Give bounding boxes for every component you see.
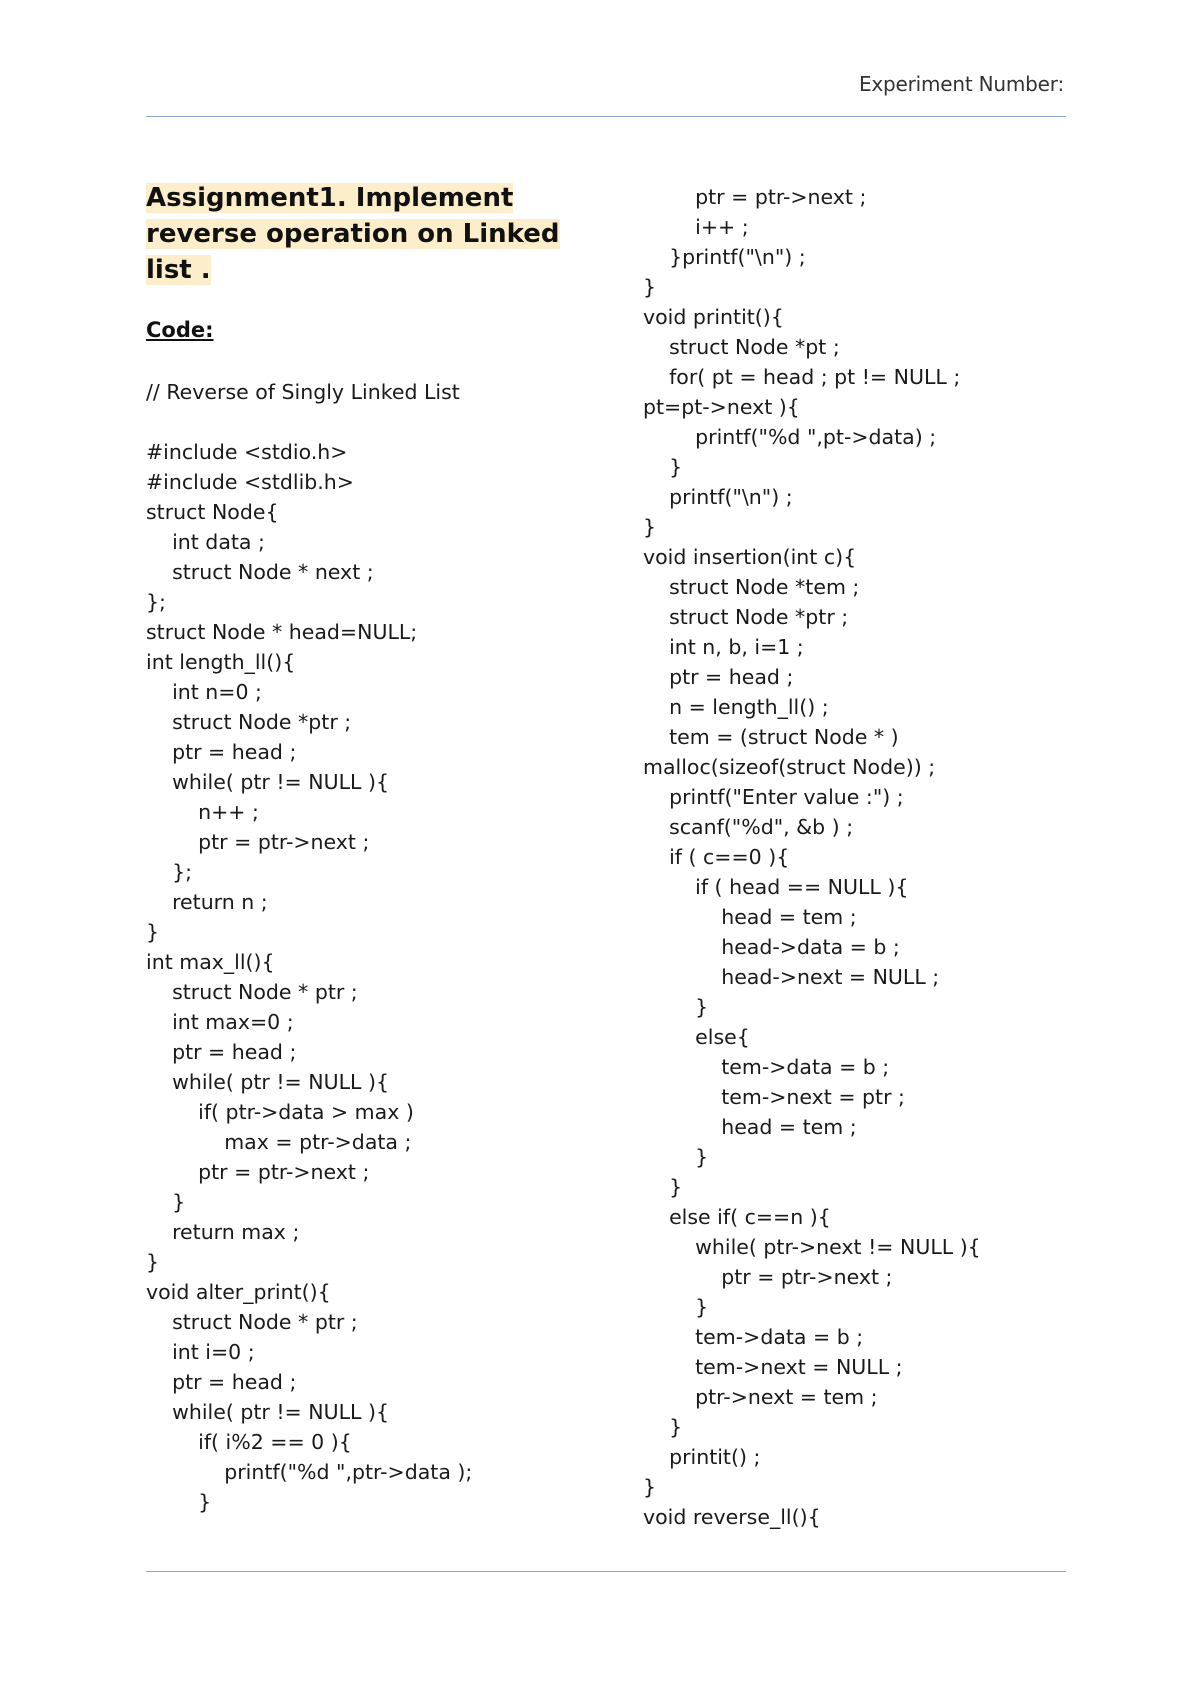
code-line: while( ptr != NULL ){ — [146, 1400, 389, 1424]
code-line: head->next = NULL ; — [643, 965, 940, 989]
code-line: int n=0 ; — [146, 680, 262, 704]
code-line: void reverse_ll(){ — [643, 1505, 821, 1529]
code-line: if ( c==0 ){ — [643, 845, 790, 869]
code-heading: Code: — [146, 318, 214, 342]
code-line: void printit(){ — [643, 305, 784, 329]
code-column-right — [643, 182, 981, 1532]
code-line: return n ; — [146, 890, 268, 914]
code-line: if ( head == NULL ){ — [643, 875, 909, 899]
assignment-title-text: Assignment1. Implement reverse operation on Linked list . — [146, 183, 560, 285]
code-line: } — [643, 275, 657, 299]
code-line: } — [643, 1145, 709, 1169]
assignment-title — [146, 180, 586, 288]
code-line: ptr->next = tem ; — [643, 1385, 878, 1409]
code-line: #include <stdlib.h> — [146, 470, 354, 494]
code-line: tem->next = ptr ; — [643, 1085, 905, 1109]
code-line: struct Node * next ; — [146, 560, 374, 584]
code-line: else if( c==n ){ — [643, 1205, 831, 1229]
code-line: struct Node *ptr ; — [643, 605, 849, 629]
code-line: ptr = ptr->next ; — [643, 1265, 893, 1289]
code-line: printit() ; — [643, 1445, 761, 1469]
code-line: struct Node * ptr ; — [146, 1310, 358, 1334]
code-line: struct Node *tem ; — [643, 575, 860, 599]
code-line: int max_ll(){ — [146, 950, 275, 974]
code-line: } — [643, 1295, 709, 1319]
code-line: ptr = head ; — [643, 665, 794, 689]
code-line: int i=0 ; — [146, 1340, 255, 1364]
code-line: ptr = head ; — [146, 1040, 297, 1064]
code-line: head = tem ; — [643, 1115, 857, 1139]
code-line: }; — [146, 860, 193, 884]
code-line: void insertion(int c){ — [643, 545, 857, 569]
code-line: } — [643, 1415, 683, 1439]
code-line: #include <stdio.h> — [146, 440, 348, 464]
code-line: head->data = b ; — [643, 935, 900, 959]
code-line: } — [643, 455, 683, 479]
code-line: struct Node *ptr ; — [146, 710, 352, 734]
code-line: struct Node * ptr ; — [146, 980, 358, 1004]
code-line: n++ ; — [146, 800, 259, 824]
code-line: else{ — [643, 1025, 750, 1049]
code-line: tem->data = b ; — [643, 1055, 890, 1079]
code-line: pt=pt->next ){ — [643, 395, 800, 419]
code-line: int max=0 ; — [146, 1010, 294, 1034]
code-line: struct Node *pt ; — [643, 335, 840, 359]
experiment-number-label: Experiment Number: — [858, 72, 1064, 96]
code-line: } — [643, 1475, 657, 1499]
code-line: } — [643, 995, 709, 1019]
code-line: printf("Enter value :") ; — [643, 785, 904, 809]
code-line: if( i%2 == 0 ){ — [146, 1430, 352, 1454]
code-line: max = ptr->data ; — [146, 1130, 412, 1154]
code-line: while( ptr != NULL ){ — [146, 770, 389, 794]
code-line: } — [643, 1175, 683, 1199]
code-line: ptr = ptr->next ; — [643, 185, 867, 209]
code-line: tem = (struct Node * ) — [643, 725, 899, 749]
code-line: ptr = ptr->next ; — [146, 1160, 370, 1184]
code-line: // Reverse of Singly Linked List — [146, 380, 460, 404]
code-line: int data ; — [146, 530, 265, 554]
code-line: printf("%d ",ptr->data ); — [146, 1460, 473, 1484]
code-line: int n, b, i=1 ; — [643, 635, 804, 659]
code-line: } — [146, 920, 160, 944]
code-line: malloc(sizeof(struct Node)) ; — [643, 755, 936, 779]
code-line: printf("\n") ; — [643, 485, 793, 509]
code-line: i++ ; — [643, 215, 749, 239]
code-line: } — [146, 1190, 186, 1214]
code-line: } — [146, 1250, 160, 1274]
header-divider — [146, 116, 1066, 117]
code-line: }printf("\n") ; — [643, 245, 806, 269]
code-line: struct Node * head=NULL; — [146, 620, 418, 644]
code-line: } — [146, 1490, 212, 1514]
code-line: ptr = head ; — [146, 740, 297, 764]
code-line: struct Node{ — [146, 500, 279, 524]
code-line — [146, 407, 472, 437]
code-line: int length_ll(){ — [146, 650, 296, 674]
code-line: scanf("%d", &b ) ; — [643, 815, 854, 839]
code-line: tem->next = NULL ; — [643, 1355, 903, 1379]
code-line: n = length_ll() ; — [643, 695, 829, 719]
code-line: for( pt = head ; pt != NULL ; — [643, 365, 961, 389]
code-line: tem->data = b ; — [643, 1325, 864, 1349]
code-line: if( ptr->data > max ) — [146, 1100, 414, 1124]
code-line: while( ptr != NULL ){ — [146, 1070, 389, 1094]
code-line: }; — [146, 590, 166, 614]
code-line: head = tem ; — [643, 905, 857, 929]
footer-divider — [146, 1571, 1066, 1572]
code-column-left — [146, 377, 472, 1517]
code-line: return max ; — [146, 1220, 300, 1244]
code-line: while( ptr->next != NULL ){ — [643, 1235, 981, 1259]
code-line: ptr = head ; — [146, 1370, 297, 1394]
code-line: printf("%d ",pt->data) ; — [643, 425, 937, 449]
code-line: } — [643, 515, 657, 539]
code-line: ptr = ptr->next ; — [146, 830, 370, 854]
code-line: void alter_print(){ — [146, 1280, 331, 1304]
